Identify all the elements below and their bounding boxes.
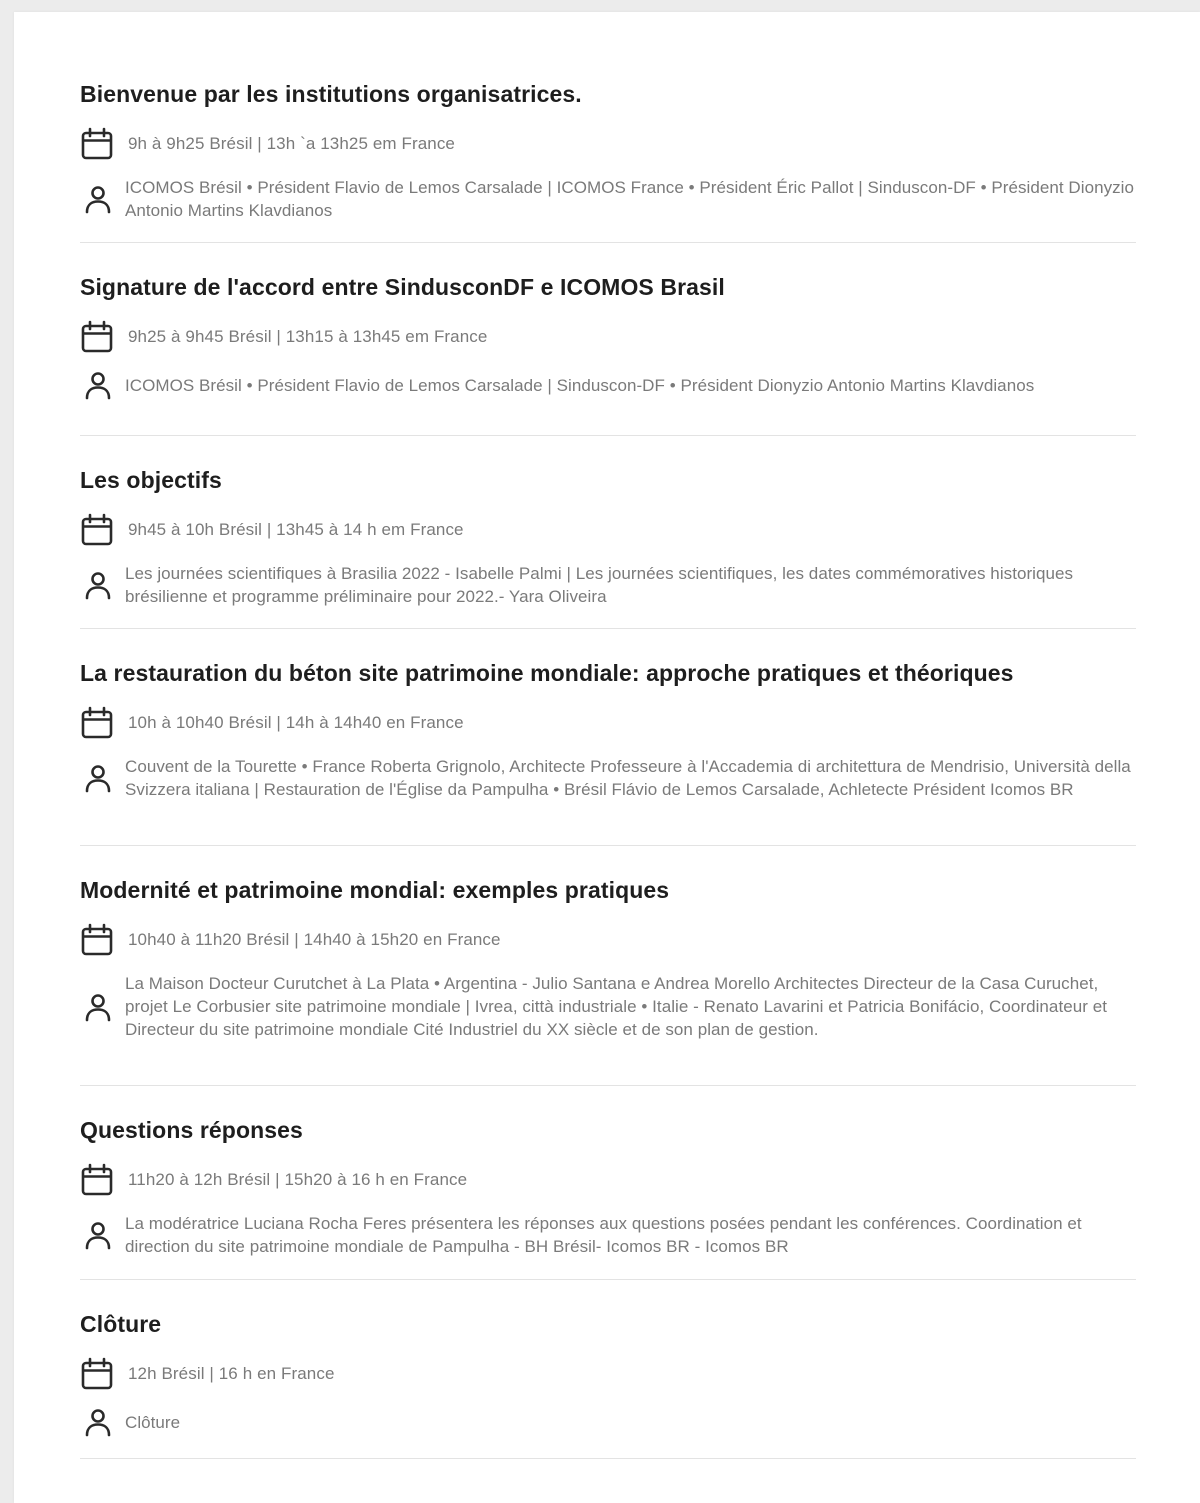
agenda-item-time: 9h25 à 9h45 Brésil | 13h15 à 13h45 em France: [128, 327, 488, 346]
agenda-item: [80, 846, 1136, 1086]
agenda-item-time-row: [80, 1356, 1136, 1392]
calendar-icon: [79, 922, 115, 958]
calendar-icon: [79, 1162, 115, 1198]
person-icon: [82, 1406, 114, 1438]
agenda-list: [80, 12, 1136, 1459]
calendar-icon: [79, 705, 115, 741]
calendar-icon: [79, 319, 115, 355]
agenda-item: [80, 629, 1136, 846]
agenda-item-time: 12h Brésil | 16 h en France: [128, 1364, 335, 1383]
agenda-item-speakers-row: [80, 369, 1136, 401]
agenda-item: [80, 436, 1136, 629]
agenda-item-speakers-row: [80, 562, 1136, 608]
agenda-item-speakers: La modératrice Luciana Rocha Feres présentera les réponses aux questions posées pendant les conférences. Coordination et direction du site patrimoine mondiale de Pampulha - BH Brésil- Icomos BR - Icomos BR: [125, 1214, 1082, 1256]
agenda-item-time: 9h45 à 10h Brésil | 13h45 à 14 h em France: [128, 520, 464, 539]
agenda-item-speakers: Clôture: [125, 1412, 181, 1432]
calendar-icon: [79, 512, 115, 548]
agenda-item-time-row: [80, 512, 1136, 548]
agenda-item-title: Signature de l'accord entre SindusconDF e ICOMOS Brasil: [80, 274, 725, 300]
agenda-item-time-row: [80, 1162, 1136, 1198]
person-icon: [82, 369, 114, 401]
calendar-icon: [79, 1356, 115, 1392]
person-icon: [82, 183, 114, 215]
agenda-item-speakers: Les journées scientifiques à Brasilia 2022 - Isabelle Palmi | Les journées scientifiques, les dates commémoratives historiques brésilienne et programme préliminaire pour 2022.- Yara Oliveira: [125, 564, 1074, 606]
person-icon: [82, 1219, 114, 1251]
agenda-item-speakers-row: [80, 755, 1136, 801]
agenda-item-title: Clôture: [80, 1311, 162, 1337]
agenda-item-speakers-row: [80, 1212, 1136, 1258]
agenda-item: [80, 12, 1136, 243]
agenda-item-title: Questions réponses: [80, 1117, 303, 1143]
calendar-icon: [79, 126, 115, 162]
agenda-item-speakers: Couvent de la Tourette • France Roberta Grignolo, Architecte Professeure à l'Accademia di architettura de Mendrisio, Università della Svizzera italiana | Restauration de l'Église da Pampulha • Brésil Flávio de Lemos Carsalade, Achletecte Président Icomos BR: [125, 757, 1131, 799]
agenda-item-speakers-row: [80, 1406, 1136, 1438]
person-icon: [82, 991, 114, 1023]
agenda-item-speakers: ICOMOS Brésil • Président Flavio de Lemos Carsalade | ICOMOS France • Président Éric Pallot | Sinduscon-DF • Président Dionyzio Antonio Martins Klavdianos: [125, 178, 1135, 220]
agenda-item-time: 10h40 à 11h20 Brésil | 14h40 à 15h20 en France: [128, 930, 501, 949]
agenda-item: [80, 243, 1136, 436]
agenda-item-time-row: [80, 705, 1136, 741]
agenda-item-title: La restauration du béton site patrimoine mondiale: approche pratiques et théoriques: [80, 660, 1014, 686]
agenda-item-time-row: [80, 126, 1136, 162]
agenda-item-title: Modernité et patrimoine mondial: exemples pratiques: [80, 877, 670, 903]
person-icon: [82, 762, 114, 794]
agenda-item-time: 11h20 à 12h Brésil | 15h20 à 16 h en France: [128, 1170, 468, 1189]
agenda-item: [80, 1280, 1136, 1459]
agenda-item-time-row: [80, 319, 1136, 355]
agenda-item-title: Bienvenue par les institutions organisatrices.: [80, 81, 582, 107]
person-icon: [82, 569, 114, 601]
agenda-card: [14, 12, 1200, 1503]
agenda-item-speakers-row: [80, 176, 1136, 222]
agenda-item-title: Les objectifs: [80, 467, 222, 493]
agenda-item-speakers: ICOMOS Brésil • Président Flavio de Lemos Carsalade | Sinduscon-DF • Président Dionyzio Antonio Martins Klavdianos: [125, 375, 1035, 395]
agenda-item-speakers-row: [80, 972, 1136, 1041]
agenda-item: [80, 1086, 1136, 1280]
agenda-item-speakers: La Maison Docteur Curutchet à La Plata • Argentina - Julio Santana e Andrea Morello Architectes Directeur de la Casa Curuchet, projet Le Corbusier site patrimoine mondiale | Ivrea, città industriale • Italie - Renato Lavarini et Patricia Bonifácio, Coordinateur et Directeur du site patrimoine mondiale Cité Industriel du XX siècle et de son plan de gestion.: [125, 974, 1107, 1039]
agenda-item-time-row: [80, 922, 1136, 958]
agenda-item-time: 10h à 10h40 Brésil | 14h à 14h40 en France: [128, 713, 464, 732]
agenda-item-time: 9h à 9h25 Brésil | 13h `a 13h25 em France: [128, 134, 455, 153]
